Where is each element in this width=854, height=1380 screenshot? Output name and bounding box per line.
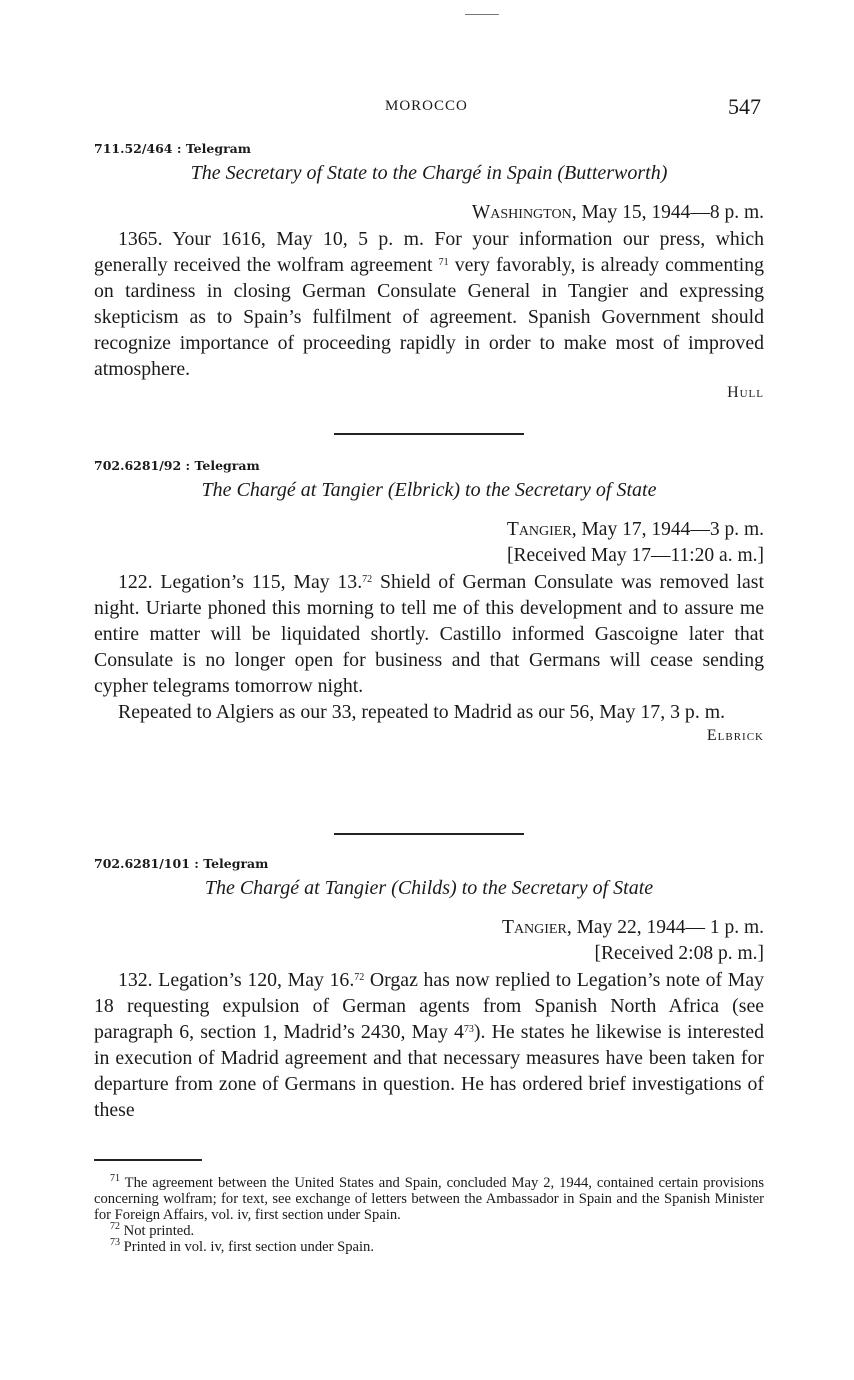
signature: Elbrick [706,727,764,744]
footnote-number: 71 [110,1173,120,1184]
paragraph-text: Orgaz has now replied to Legation’s note of May 18 requesting expulsion of German agents from Spanish North Africa (see paragraph 6, section 1, Madrid’s 2430, May 4 [94,969,764,1043]
received-line: [Received 2:08 p. m.] [594,943,764,964]
file-number: 702.6281/92 : Telegram [94,458,260,473]
telegram-1 [94,141,764,404]
footnote-number: 72 [110,1221,120,1232]
document-title: The Chargé at Tangier (Elbrick) to the Secretary of State [201,479,657,501]
dateline [94,517,764,543]
top-rule-mark [465,14,499,15]
paragraph-text: ). He states he likewise is interested in execution of Madrid agreement and that necessary measures have been taken for departure from zone of Germans in question. He has ordered brief investigations of these [94,1021,764,1121]
dateline-date: , May 15, 1944—8 p. m. [571,202,764,223]
paragraph: Repeated to Algiers as our 33, repeated to Madrid as our 56, May 17, 3 p. m. [118,701,726,723]
dateline [94,915,764,941]
footnote-text: Not printed. [120,1223,195,1239]
dateline [94,200,764,226]
footnote-ref: 72 [362,574,373,585]
document-title: The Chargé at Tangier (Childs) to the Secretary of State [204,877,654,899]
paragraph [94,569,764,699]
footnote-ref: 73 [463,1024,474,1035]
paragraph-text: 122. Legation’s 115, May 13. [118,571,363,593]
footnotes [94,1175,764,1255]
footnote-divider [94,1159,202,1161]
section-divider [334,433,524,435]
telegram-body [94,226,764,382]
footnote-ref: 71 [438,257,449,268]
page-number: 547 [728,94,761,119]
paragraph-text: Shield of German Consulate was removed last night. Uriarte phoned this morning to tell me of this development and to assure me entire matter will be liquidated shortly. Castillo informed Gascoigne later that Consulate is no longer open for business and that Germans will cease sending cypher telegrams tomorrow night. [94,571,764,697]
footnote [94,1239,764,1255]
running-head: MOROCCO [385,98,468,114]
dateline-place: Tangier [506,519,572,540]
paragraph [94,967,764,1123]
dateline-place: Tangier [502,917,567,938]
telegram-body [94,569,764,725]
footnote-ref: 72 [354,972,365,983]
section-divider [334,833,524,835]
footnote [94,1175,764,1223]
paragraph [94,226,764,382]
file-number: 711.52/464 : Telegram [94,141,251,156]
signature: Hull [727,384,764,401]
footnote-text: Printed in vol. iv, first section under Spain. [120,1239,375,1255]
paragraph-text: 1365. Your 1616, May 10, 5 p. m. For your information our press, which generally received the wolfram agreement [94,228,764,276]
telegram-2 [94,458,764,747]
footnote-text: The agreement between the United States and Spain, concluded May 2, 1944, contained certain provisions concerning wolfram; for text, see exchange of letters between the Ambassador in Spain and the Spanish Minister for Foreign Affairs, vol. iv, first section under Spain. [94,1175,764,1223]
dateline-date: , May 17, 1944—3 p. m. [571,519,764,540]
telegram-body [94,967,764,1123]
document-title: The Secretary of State to the Chargé in Spain (Butterworth) [190,162,668,184]
paragraph-text: very favorably, is already commenting on tardiness in closing German Consulate General in Tangier and expressing skepticism as to Spain’s fulfilment of agreement. Spanish Government should recognize importance of proceeding rapidly in order to make most of improved atmosphere. [94,254,764,380]
received-line: [Received May 17—11:20 a. m.] [506,545,764,566]
telegram-3 [94,856,764,1123]
dateline-date: , May 22, 1944— 1 p. m. [566,917,764,938]
file-number: 702.6281/101 : Telegram [94,856,269,871]
paragraph-text: 132. Legation’s 120, May 16. [118,969,355,991]
footnote-number: 73 [110,1237,120,1248]
footnote [94,1223,764,1239]
dateline-place: Washington [471,202,572,223]
